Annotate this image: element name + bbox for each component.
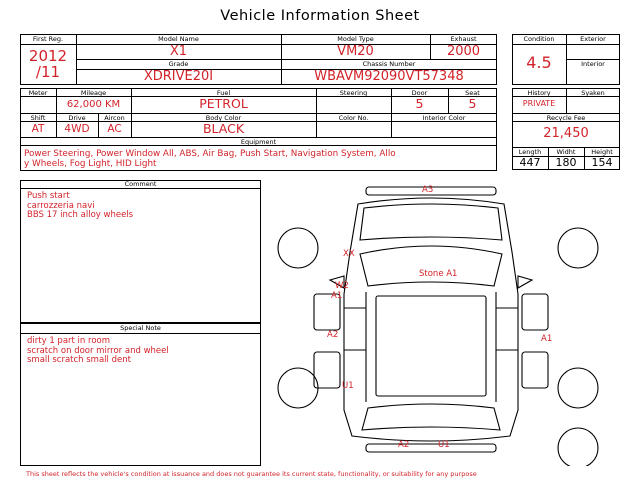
grade-label: Grade [168, 60, 189, 68]
damage-mark-w2: W2 [335, 281, 349, 291]
door-label: Door [411, 89, 428, 97]
shift-value: AT [31, 123, 45, 135]
length-label: Length [518, 148, 542, 156]
body-color-label: Body Color [205, 114, 242, 122]
width-value: 180 [555, 156, 577, 169]
recycle-fee-value: 21,450 [543, 126, 589, 141]
equipment-value: Power Steering, Power Window All, ABS, Air Bag, Push Start, Navigation System, Allo y Wheels, Fog Light, HID Light [24, 149, 396, 169]
wheel-front-right [558, 228, 598, 268]
color-no-label: Color No. [338, 114, 369, 122]
length-value: 447 [519, 156, 541, 169]
first-reg-month: /11 [35, 63, 61, 81]
first-reg-year: 2012 [28, 47, 68, 65]
height-label: Height [591, 148, 613, 156]
rear-bumper-strip [366, 444, 496, 452]
model-type-label: Model Type [337, 35, 374, 43]
damage-mark-u1-left: U1 [342, 381, 354, 391]
history-value: PRIVATE [522, 99, 556, 108]
aircon-value: AC [107, 123, 122, 135]
damage-mark-a3: A3 [422, 185, 434, 195]
door-value: 5 [415, 96, 424, 111]
special-note-value: dirty 1 part in room scratch on door mirror and wheel small scratch small dent [27, 336, 169, 365]
wheel-rear-left [278, 368, 318, 408]
special-note-label: Special Note [120, 324, 161, 332]
mileage-label: Mileage [80, 89, 107, 97]
drive-label: Drive [68, 114, 86, 122]
fuel-label: Fuel [216, 89, 231, 97]
width-label: Widht [556, 148, 576, 156]
damage-mark-stone-a1: Stone A1 [419, 269, 458, 279]
damage-mark-a2: A2 [327, 330, 339, 340]
history-label: History [527, 89, 551, 97]
seat-value: 5 [468, 96, 477, 111]
aircon-label: Aircon [104, 114, 125, 122]
syaken-label: Syaken [581, 89, 605, 97]
wheel-rear-right [558, 368, 598, 408]
drive-value: 4WD [64, 123, 90, 135]
height-value: 154 [591, 156, 613, 169]
recycle-fee-label: Recycle Fee [546, 114, 586, 122]
body-color-value: BLACK [202, 121, 245, 136]
exhaust-value: 2000 [446, 44, 481, 59]
disclaimer-footer: This sheet reflects the vehicle's condition at issuance and does not guarantee its current state, functionality, or suitability for any purpose [26, 470, 477, 478]
grade-value: XDRIVE20I [143, 69, 214, 84]
condition-label: Condition [523, 35, 555, 43]
model-name-label: Model Name [158, 35, 199, 43]
steering-label: Steering [339, 89, 368, 97]
wheel-spare [558, 428, 598, 466]
damage-mark-a1-right: A1 [541, 334, 553, 344]
chassis-number-label: Chassis Number [362, 60, 416, 68]
interior-color-label: Interior Color [422, 114, 466, 122]
meter-label: Meter [28, 89, 48, 97]
wheel-front-left [278, 228, 318, 268]
fuel-value: PETROL [199, 96, 248, 111]
comment-value: Push start carrozzeria navi BBS 17 inch alloy wheels [27, 191, 134, 220]
first-reg-label: First Reg. [32, 35, 64, 43]
condition-value: 4.5 [526, 53, 552, 72]
equipment-label: Equipment [240, 138, 277, 146]
mileage-value: 62,000 KM [66, 99, 121, 110]
interior-label: Interior [581, 60, 605, 68]
damage-mark-xx: XX [343, 249, 355, 259]
shift-label: Shift [30, 114, 46, 122]
sheet-title: Vehicle Information Sheet [220, 8, 420, 24]
exhaust-label: Exhaust [450, 35, 477, 43]
model-name-value: X1 [169, 44, 188, 59]
model-type-value: VM20 [337, 44, 374, 59]
exterior-label: Exterior [580, 35, 606, 43]
damage-mark-u1-bottom: U1 [438, 440, 450, 450]
car-damage-diagram [268, 182, 620, 466]
damage-mark-a1-left: A1 [331, 291, 343, 301]
chassis-number-value: WBAVM92090VT57348 [314, 69, 464, 84]
seat-label: Seat [465, 89, 480, 97]
comment-label: Comment [124, 180, 157, 188]
damage-mark-a2-bottom: A2 [398, 440, 410, 450]
